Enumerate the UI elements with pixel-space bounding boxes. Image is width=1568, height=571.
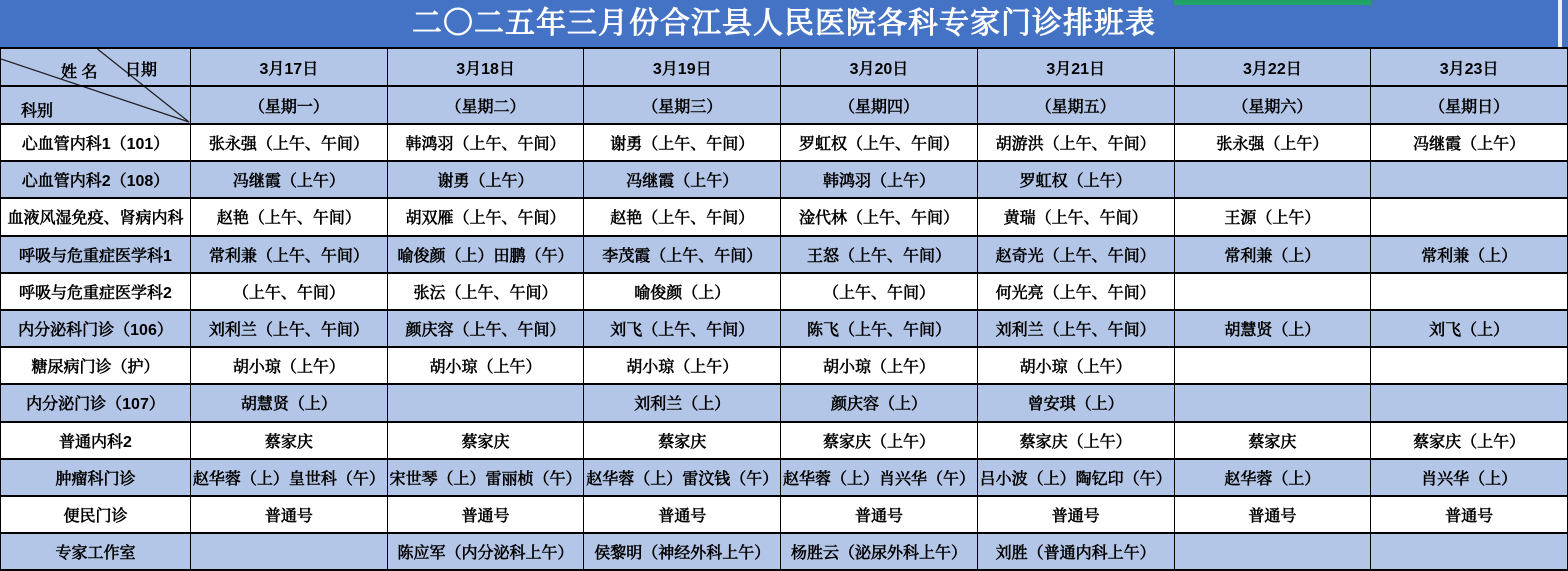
schedule-cell[interactable]: 曾安琪（上） (977, 384, 1174, 421)
schedule-cell[interactable]: 普通号 (191, 496, 388, 533)
schedule-cell[interactable]: 陈飞（上午、午间） (781, 310, 978, 347)
table-row (1, 198, 1568, 235)
department-cell[interactable]: 心血管内科2（108） (1, 161, 191, 198)
title-bar (0, 0, 1568, 47)
header-row-weekdays (1, 86, 1568, 124)
department-cell[interactable]: 专家工作室 (1, 533, 191, 570)
schedule-cell[interactable]: 罗虹权（上午） (977, 161, 1174, 198)
schedule-cell[interactable]: 张永强（上午） (1174, 124, 1371, 161)
weekday-header-cell[interactable]: （星期一） (191, 86, 388, 124)
schedule-cell[interactable] (1174, 273, 1371, 310)
weekday-header-cell[interactable]: （星期日） (1371, 86, 1568, 124)
schedule-cell[interactable]: 杨胜云（泌尿外科上午） (781, 533, 978, 570)
schedule-cell[interactable] (191, 533, 388, 570)
date-header-cell[interactable]: 3月17日 (191, 48, 388, 86)
weekday-header-cell[interactable]: （星期二） (387, 86, 584, 124)
schedule-cell[interactable]: 普通号 (1174, 496, 1371, 533)
schedule-cell[interactable]: 赵艳（上午、午间） (584, 198, 781, 235)
schedule-cell[interactable]: 胡小琼（上午） (387, 347, 584, 384)
table-row (1, 124, 1568, 161)
schedule-cell[interactable]: 胡小琼（上午） (781, 347, 978, 384)
schedule-cell[interactable]: 普通号 (387, 496, 584, 533)
schedule-cell[interactable]: 常利兼（上） (1371, 236, 1568, 273)
schedule-cell[interactable]: 胡小琼（上午） (584, 347, 781, 384)
schedule-cell[interactable]: 张永强（上午、午间） (191, 124, 388, 161)
schedule-cell[interactable]: 肖兴华（上） (1371, 459, 1568, 496)
table-row (1, 533, 1568, 570)
schedule-cell[interactable]: 普通号 (1371, 496, 1568, 533)
schedule-cell[interactable]: 王怒（上午、午间） (781, 236, 978, 273)
table-row (1, 496, 1568, 533)
table-row (1, 236, 1568, 273)
schedule-table (0, 47, 1568, 571)
schedule-cell[interactable]: 冯继霞（上午） (1371, 124, 1568, 161)
schedule-cell[interactable]: 赵华蓉（上） (1174, 459, 1371, 496)
schedule-cell[interactable]: 王源（上午） (1174, 198, 1371, 235)
schedule-cell[interactable] (1371, 198, 1568, 235)
schedule-cell[interactable]: 蔡家庆（上午） (977, 422, 1174, 459)
schedule-cell[interactable]: 蔡家庆（上午） (1371, 422, 1568, 459)
schedule-cell[interactable]: 谢勇（上午、午间） (584, 124, 781, 161)
schedule-cell[interactable]: 刘利兰（上午、午间） (191, 310, 388, 347)
schedule-cell[interactable]: 李茂霞（上午、午间） (584, 236, 781, 273)
schedule-cell[interactable]: （上午、午间） (781, 273, 978, 310)
department-cell[interactable]: 内分泌科门诊（106） (1, 310, 191, 347)
table-row (1, 273, 1568, 310)
schedule-cell[interactable]: 赵艳（上午、午间） (191, 198, 388, 235)
schedule-cell[interactable]: 赵华蓉（上）雷汶钱（午） (584, 459, 781, 496)
corner-dept-label: 科别 (21, 103, 54, 120)
schedule-cell[interactable]: 刘飞（上） (1371, 310, 1568, 347)
table-row (1, 161, 1568, 198)
schedule-cell[interactable]: 常利兼（上午、午间） (191, 236, 388, 273)
schedule-cell[interactable]: 喻俊颜（上） (584, 273, 781, 310)
schedule-cell[interactable]: 胡小琼（上午） (977, 347, 1174, 384)
schedule-cell[interactable] (1174, 161, 1371, 198)
weekday-header-cell[interactable]: （星期六） (1174, 86, 1371, 124)
schedule-cell[interactable]: 宋世琴（上）雷丽桢（午） (387, 459, 584, 496)
schedule-cell[interactable]: 蔡家庆 (584, 422, 781, 459)
schedule-cell[interactable]: 颜庆容（上午、午间） (387, 310, 584, 347)
weekday-header-cell[interactable]: （星期四） (781, 86, 978, 124)
department-cell[interactable]: 普通内科2 (1, 422, 191, 459)
schedule-cell[interactable] (1174, 533, 1371, 570)
corner-name-label: 姓 名 (61, 64, 98, 81)
schedule-cell[interactable]: 刘利兰（上） (584, 384, 781, 421)
page-title: 二〇二五年三月份合江县人民医院各科专家门诊排班表 (412, 7, 1156, 40)
selection-green-bar (1174, 0, 1371, 5)
schedule-cell[interactable]: 胡游洪（上午、午间） (977, 124, 1174, 161)
schedule-cell[interactable] (1174, 384, 1371, 421)
schedule-cell[interactable]: 刘飞（上午、午间） (584, 310, 781, 347)
schedule-cell[interactable]: 颜庆容（上） (781, 384, 978, 421)
corner-date-label: 日期 (125, 62, 158, 79)
schedule-cell[interactable]: 普通号 (781, 496, 978, 533)
date-header-cell[interactable]: 3月18日 (387, 48, 584, 86)
date-header-cell[interactable]: 3月22日 (1174, 48, 1371, 86)
schedule-cell[interactable]: 吕小波（上）陶钇印（午） (977, 459, 1174, 496)
schedule-cell[interactable]: 胡小琼（上午） (191, 347, 388, 384)
schedule-cell[interactable]: 胡双雁（上午、午间） (387, 198, 584, 235)
schedule-cell[interactable] (1371, 384, 1568, 421)
date-header-cell[interactable]: 3月21日 (977, 48, 1174, 86)
schedule-cell[interactable]: 淦代林（上午、午间） (781, 198, 978, 235)
schedule-cell[interactable]: 谢勇（上午） (387, 161, 584, 198)
date-header-cell[interactable]: 3月20日 (781, 48, 978, 86)
department-cell[interactable]: 呼吸与危重症医学科1 (1, 236, 191, 273)
corner-cell[interactable] (1, 48, 191, 124)
date-header-cell[interactable]: 3月23日 (1371, 48, 1568, 86)
schedule-cell[interactable]: 冯继霞（上午） (584, 161, 781, 198)
department-cell[interactable]: 内分泌门诊（107） (1, 384, 191, 421)
schedule-cell[interactable] (1371, 533, 1568, 570)
schedule-cell[interactable]: 喻俊颜（上）田鹏（午） (387, 236, 584, 273)
table-row (1, 459, 1568, 496)
schedule-cell[interactable]: 赵华蓉（上）肖兴华（午） (781, 459, 978, 496)
header-row-dates (1, 48, 1568, 86)
schedule-cell[interactable]: 韩鸿羽（上午、午间） (387, 124, 584, 161)
schedule-cell[interactable]: 常利兼（上） (1174, 236, 1371, 273)
schedule-cell[interactable]: 冯继霞（上午） (191, 161, 388, 198)
schedule-cell[interactable]: 普通号 (584, 496, 781, 533)
schedule-cell[interactable]: 刘胜（普通内科上午） (977, 533, 1174, 570)
sheet-edge-strip (1558, 0, 1562, 47)
department-cell[interactable]: 肿瘤科门诊 (1, 459, 191, 496)
schedule-cell[interactable] (1371, 161, 1568, 198)
table-row (1, 347, 1568, 384)
schedule-cell[interactable]: 胡慧贤（上） (1174, 310, 1371, 347)
department-cell[interactable]: 便民门诊 (1, 496, 191, 533)
department-cell[interactable]: 心血管内科1（101） (1, 124, 191, 161)
schedule-cell[interactable]: 黄瑞（上午、午间） (977, 198, 1174, 235)
schedule-cell[interactable]: 普通号 (977, 496, 1174, 533)
schedule-cell[interactable] (387, 384, 584, 421)
date-header-cell[interactable]: 3月19日 (584, 48, 781, 86)
table-row (1, 422, 1568, 459)
schedule-cell[interactable]: 张沄（上午、午间） (387, 273, 584, 310)
weekday-header-cell[interactable]: （星期五） (977, 86, 1174, 124)
schedule-cell[interactable]: 罗虹权（上午、午间） (781, 124, 978, 161)
department-cell[interactable]: 血液风湿免疫、肾病内科 (1, 198, 191, 235)
schedule-cell[interactable]: 蔡家庆（上午） (781, 422, 978, 459)
schedule-cell[interactable]: （上午、午间） (191, 273, 388, 310)
department-cell[interactable]: 呼吸与危重症医学科2 (1, 273, 191, 310)
schedule-cell[interactable]: 刘利兰（上午、午间） (977, 310, 1174, 347)
table-row (1, 384, 1568, 421)
weekday-header-cell[interactable]: （星期三） (584, 86, 781, 124)
schedule-cell[interactable]: 侯黎明（神经外科上午） (584, 533, 781, 570)
department-cell[interactable]: 糖尿病门诊（护） (1, 347, 191, 384)
schedule-cell[interactable] (1371, 347, 1568, 384)
schedule-cell[interactable]: 赵奇光（上午、午间） (977, 236, 1174, 273)
schedule-cell[interactable]: 胡慧贤（上） (191, 384, 388, 421)
schedule-cell[interactable] (1371, 273, 1568, 310)
schedule-cell[interactable]: 何光亮（上午、午间） (977, 273, 1174, 310)
schedule-cell[interactable] (1174, 347, 1371, 384)
schedule-cell[interactable]: 赵华蓉（上）皇世科（午） (191, 459, 388, 496)
table-row (1, 310, 1568, 347)
schedule-cell[interactable]: 韩鸿羽（上午） (781, 161, 978, 198)
schedule-cell[interactable]: 蔡家庆 (387, 422, 584, 459)
schedule-cell[interactable]: 蔡家庆 (1174, 422, 1371, 459)
schedule-cell[interactable]: 蔡家庆 (191, 422, 388, 459)
schedule-cell[interactable]: 陈应军（内分泌科上午） (387, 533, 584, 570)
